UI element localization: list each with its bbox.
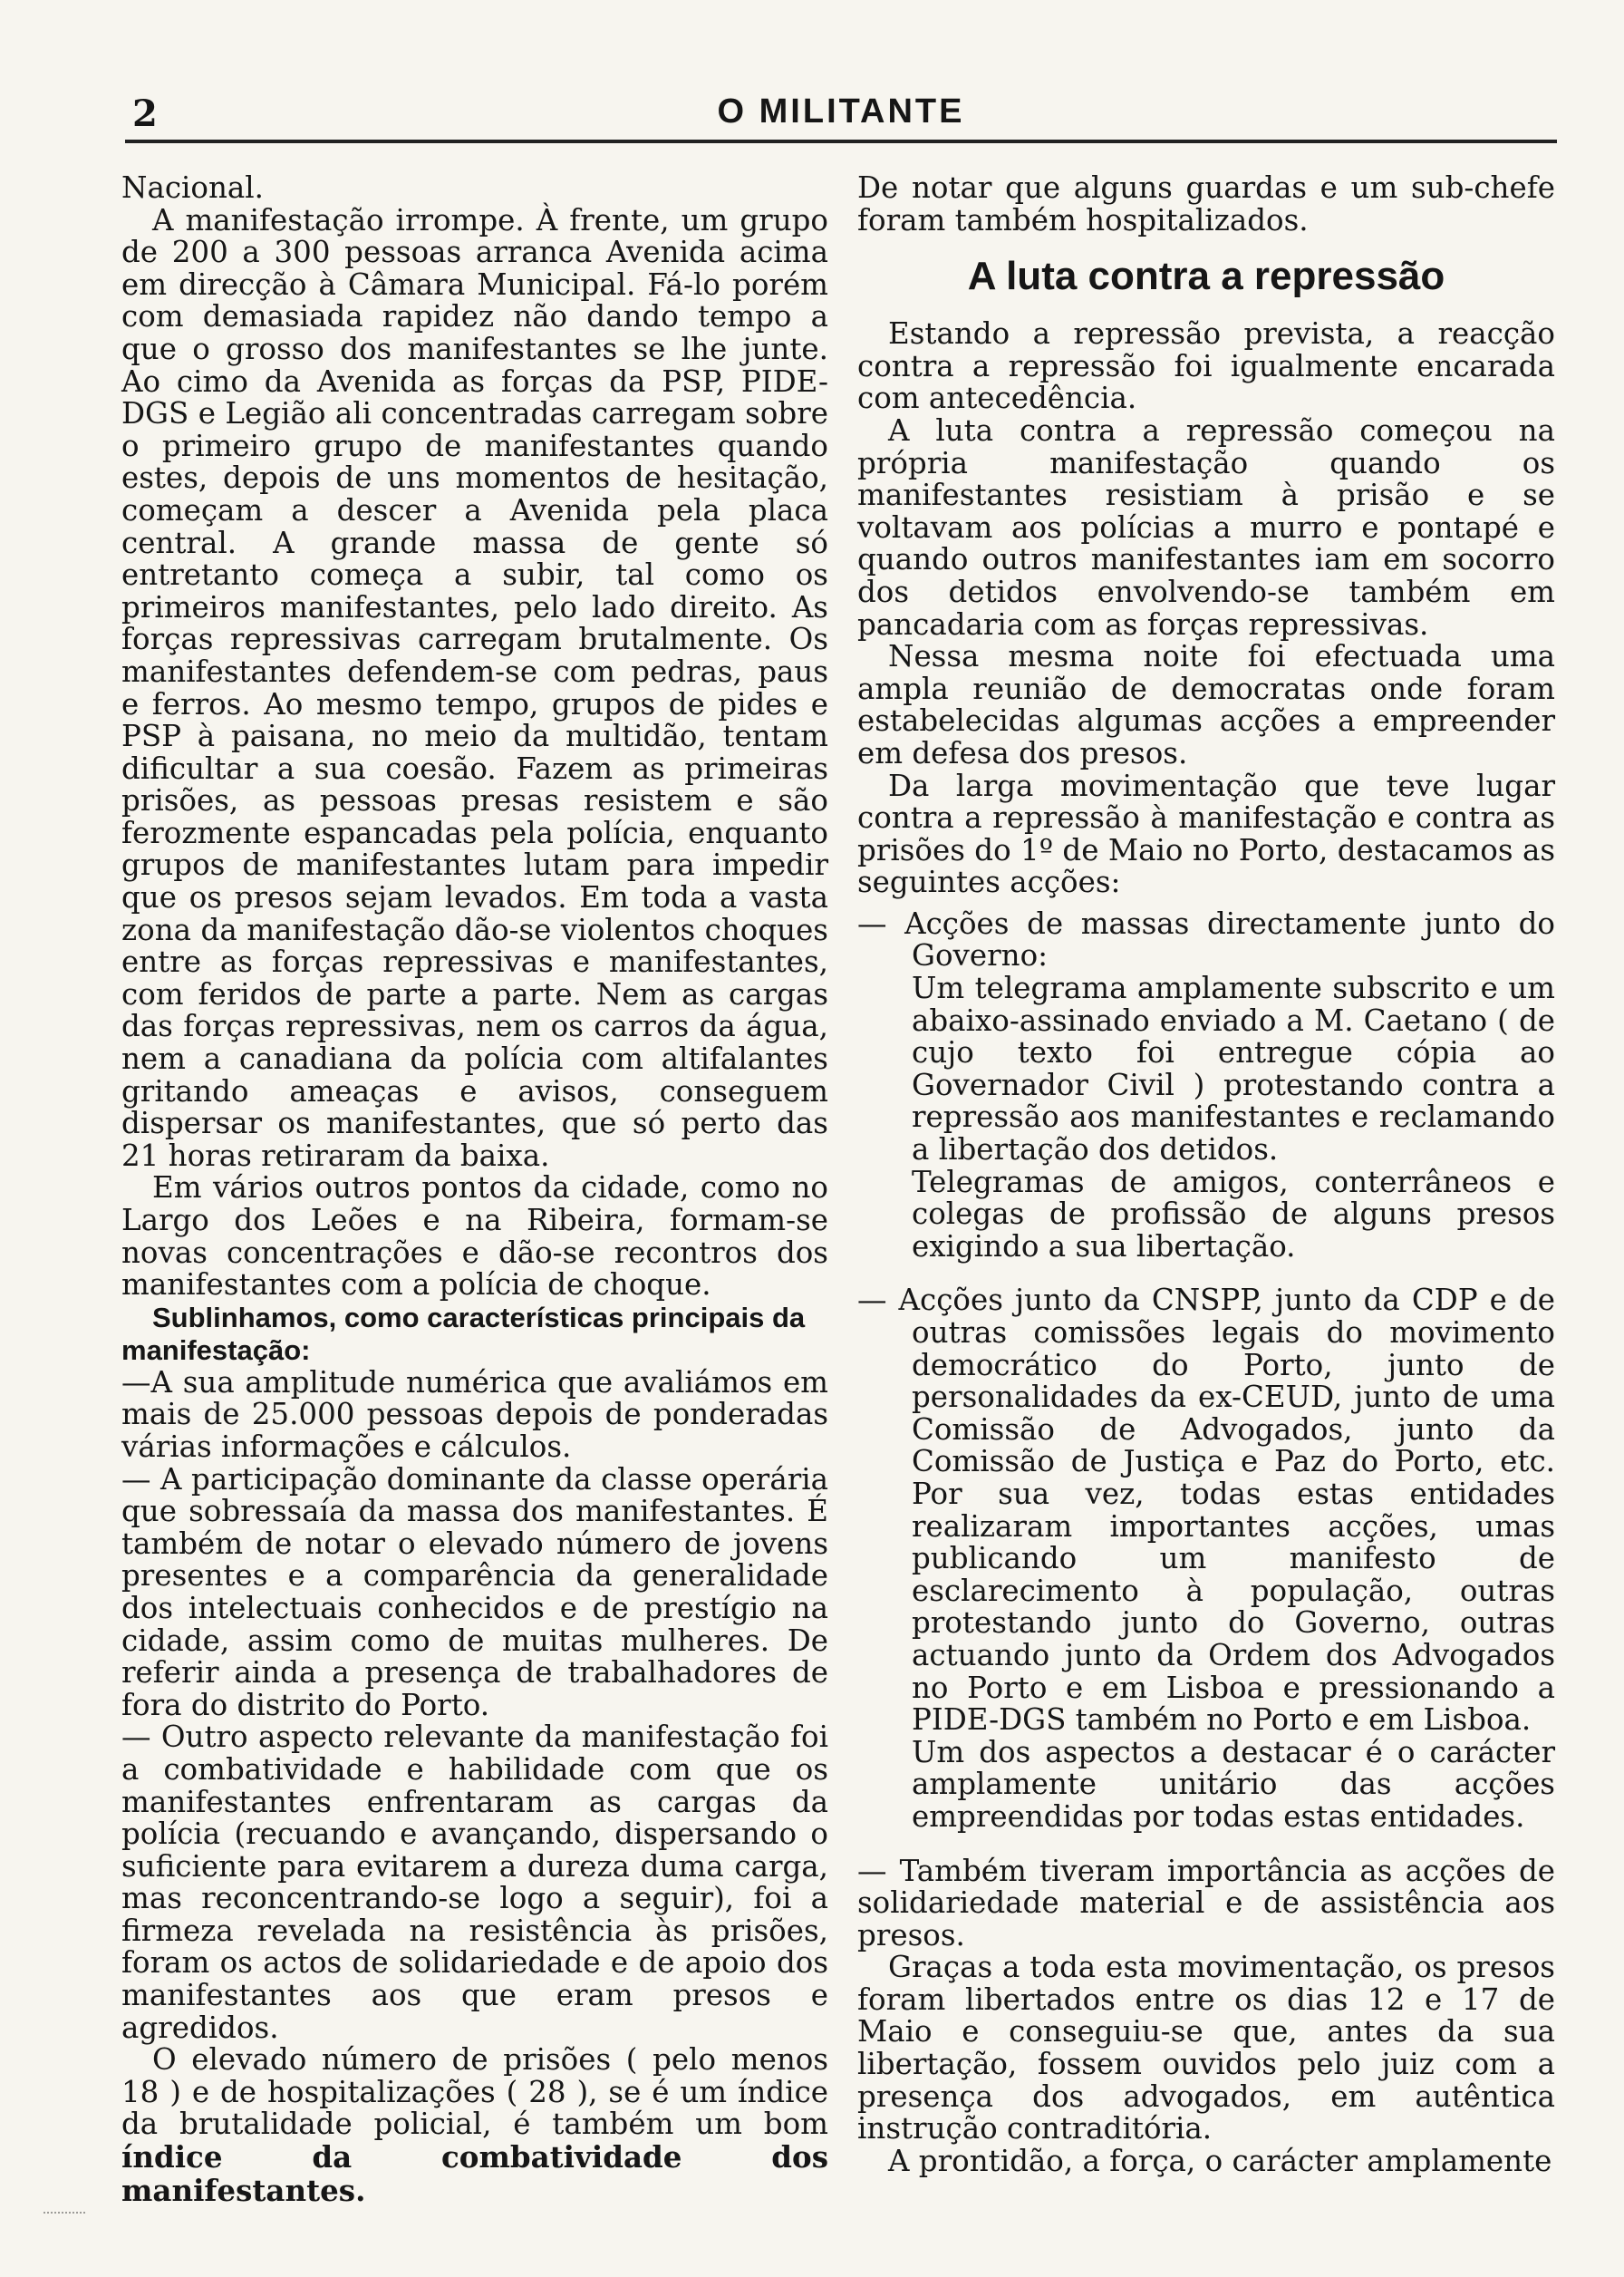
spacer bbox=[857, 1263, 1555, 1284]
publication-title: O MILITANTE bbox=[717, 92, 965, 131]
list-item: — Acções de massas directamente junto do Governo: bbox=[857, 906, 1555, 974]
list-item: — A participação dominante da classe operária que sobressaía da massa dos manifestantes. É também de notar o elevado número de jovens presentes e a comparência da generalidade dos intelectuais conhecidos e de prestígio na cidade, assim como de muitas mulheres. De referir ainda a presença de trabalhadores de fora do distrito do Porto. bbox=[121, 1461, 828, 1722]
list-item-text: Telegramas de amigos, conterrâneos e colegas de profissão de alguns presos exigindo a sua libertação. bbox=[912, 1164, 1555, 1264]
subheading: Sublinhamos, como características principais da manifestação: bbox=[121, 1301, 806, 1366]
list-item-text: Um dos aspectos a destacar é o carácter amplamente unitário das acções empreendidas por todas estas entidades. bbox=[912, 1734, 1555, 1834]
list-item: — Outro aspecto relevante da manifestação foi a combatividade e habilidade com que os manifestantes enfrentaram as cargas da polícia (recuando e avançando, dispersando o suficiente para evitarem a dureza duma carga, mas reconcentrando-se logo a seguir), foi a firmeza revelada na resistência às prisões, foram os actos de solidariedade e de apoio dos manifestantes aos que eram presos e agredidos. bbox=[121, 1720, 828, 2045]
page-header bbox=[125, 89, 1557, 143]
left-column bbox=[121, 172, 828, 2207]
paragraph bbox=[121, 2044, 828, 2207]
header-rule bbox=[125, 140, 1557, 143]
paragraph: Nessa mesma noite foi efectuada uma ampla reunião de democratas onde foram estabelecidas algumas acções a empreender em defesa dos presos. bbox=[857, 639, 1555, 770]
list-item: — Acções junto da CNSPP, junto da CDP e de outras comissões legais do movimento democrático do Porto, junto de personalidades da ex-CEUD, junto de uma Comissão de Advogados, junto da Comissão de Justiça e Paz do Porto, etc. Por sua vez, todas estas entidades realizaram importantes acções, umas publicando um manifesto de esclarecimento à população, outras protestando junto do Governo, outras actuando junto da Ordem dos Advogados no Porto e em Lisboa e pressionando a PIDE-DGS também no Porto e em Lisboa. bbox=[857, 1283, 1555, 1738]
paragraph: De notar que alguns guardas e um sub-chefe foram também hospitalizados. bbox=[857, 170, 1555, 237]
print-smudge bbox=[44, 2212, 85, 2219]
paragraph: A luta contra a repressão começou na própria manifestação quando os manifestantes resistiam à prisão e se voltavam aos polícias a murro e pontapé e quando outros manifestantes iam em socorro dos detidos envolvendo-se também em pancadaria com as forças repressivas. bbox=[857, 412, 1555, 642]
paragraph-text-bold: índice da combatividade dos manifestantes. bbox=[121, 2139, 828, 2208]
paragraph: Graças a toda esta movimentação, os presos foram libertados entre os dias 12 e 17 de Maio e conseguiu-se que, antes da sua libertação, fossem ouvidos pelo juiz com a presença dos advogados, em autêntica instrução contraditória. bbox=[857, 1950, 1555, 2146]
spacer bbox=[857, 1834, 1555, 1856]
paragraph: A manifestação irrompe. À frente, um grupo de 200 a 300 pessoas arranca Avenida acima em direcção à Câmara Municipal. Fá-lo porém com demasiada rapidez não dando tempo a que o grosso dos manifestantes se lhe junte. Ao cimo da Avenida as forças da PSP, PIDE-DGS e Legião ali concentradas carregam sobre o primeiro grupo de manifestantes quando estes, depois de uns momentos de hesitação, começam a descer a Avenida pela placa central. A grande massa de gente só entretanto começa a subir, tal como os primeiros manifestantes, pelo lado direito. As forças repressivas carregam brutalmente. Os manifestantes defendem-se com pedras, paus e ferros. Ao mesmo tempo, grupos de pides e PSP à paisana, no meio da multidão, tentam dificultar a sua coesão. Fazem as primeiras prisões, as pessoas presas resistem e são ferozmente espancadas pela polícia, enquanto grupos de manifestantes lutam para impedir que os presos sejam levados. Em toda a vasta zona da manifestação dão-se violentos choques entre as forças repressivas e manifestantes, com feridos de parte a parte. Nem as cargas das forças repressivas, nem os carros da água, nem a canadiana da polícia com altifalantes gritando ameaças e avisos, conseguem dispersar os manifestantes, que só perto das 21 horas retiraram da baixa. bbox=[121, 202, 828, 1173]
paragraph: Em vários outros pontos da cidade, como no Largo dos Leões e na Ribeira, formam-se novas concentrações e dão-se recontros dos manifestantes com a polícia de choque. bbox=[121, 1170, 828, 1303]
section-title: A luta contra a repressão bbox=[967, 254, 1445, 299]
paragraph-text: O elevado número de prisões ( pelo menos 18 ) e de hospitalizações ( 28 ), se é um índice da brutalidade policial, é também um bom bbox=[121, 2042, 828, 2142]
paragraph: Estando a repressão prevista, a reacção contra a repressão foi igualmente encarada com antecedência. bbox=[857, 316, 1555, 416]
paragraph: A prontidão, a força, o carácter amplamente bbox=[888, 2143, 1552, 2178]
paragraph: Da larga movimentação que teve lugar contra a repressão à manifestação e contra as prisões do 1º de Maio no Porto, destacamos as seguintes acções: bbox=[857, 768, 1555, 900]
right-column bbox=[857, 172, 1555, 2177]
list-item: — Também tiveram importância as acções de solidariedade material e de assistência aos presos. bbox=[857, 1853, 1555, 1952]
list-item-text: Um telegrama amplamente subscrito e um abaixo-assinado enviado a M. Caetano ( de cujo texto foi entregue cópia ao Governador Civil ) protestando contra a repressão aos manifestantes e reclamando a libertação dos detidos. bbox=[912, 971, 1555, 1168]
page-number: 2 bbox=[132, 92, 158, 135]
list-item: —A sua amplitude numérica que avaliámos em mais de 25.000 pessoas depois de ponderadas várias informações e cálculos. bbox=[121, 1364, 828, 1464]
paragraph: Nacional. bbox=[121, 170, 265, 205]
